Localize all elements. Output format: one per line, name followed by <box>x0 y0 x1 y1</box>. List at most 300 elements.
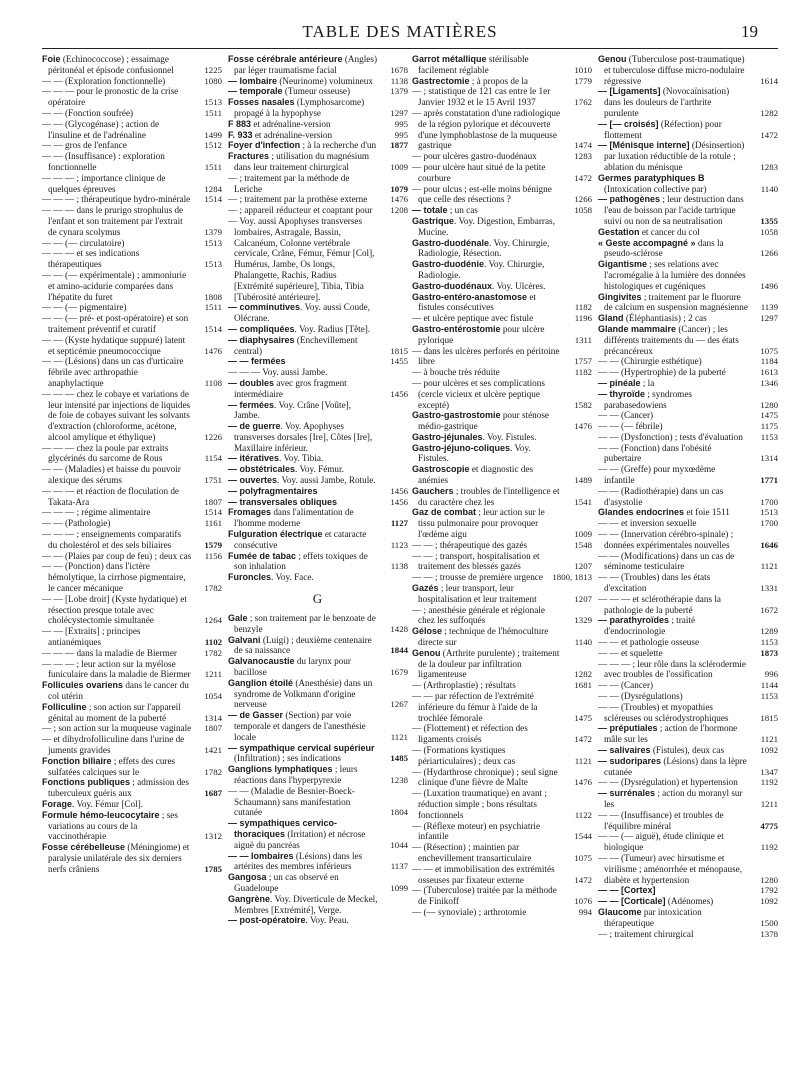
page-reference: 1472 <box>574 734 592 745</box>
index-entry-text: — — (Greffe) pour myxœdème infantile <box>598 464 716 486</box>
index-entry-text: — et ulcère peptique avec fistule <box>412 313 534 324</box>
index-keyword: Folliculine <box>42 701 87 712</box>
index-entry-text: — sympathique cervical supérieur (Infiltration) ; ses indications <box>228 742 375 764</box>
index-entry <box>598 680 778 691</box>
index-entry-text: — parathyroïdes ; traité d'endocrinologie <box>598 615 696 637</box>
index-keyword: — obstétricales <box>228 464 296 475</box>
index-entry-text: Gauchers ; troubles de l'intelligence et du caractère chez les <box>412 485 560 507</box>
index-entry <box>42 551 222 562</box>
index-entry <box>228 572 408 583</box>
index-entry-text: — compliquées. Voy. Radius [Tête]. <box>228 323 371 334</box>
page-reference: 1873 <box>760 647 778 658</box>
index-entry-text: — ; appareil réducteur et coaptant pour <box>228 205 373 216</box>
page-reference: 1311 <box>574 334 592 345</box>
index-keyword: Gastrique <box>412 215 455 226</box>
page-reference: 1428 <box>390 623 408 634</box>
page-reference: 1144 <box>760 680 778 691</box>
index-keyword: — — lombaires <box>228 850 294 861</box>
page-reference: 1054 <box>204 691 222 702</box>
index-entry <box>598 551 778 573</box>
page-reference: 1153 <box>760 431 778 442</box>
index-keyword: — comminutives <box>228 302 301 313</box>
page-reference: 1762 <box>574 97 592 108</box>
index-entry-text: Gale ; son traitement par le benzoate de benzyle <box>228 613 376 634</box>
index-entry <box>598 389 778 411</box>
index-entry-text: Fumée de tabac ; effets toxiques de son inhalation <box>228 550 368 572</box>
page-reference: 1475 <box>760 410 778 421</box>
index-keyword: — sympathiques cervico-thoraciques <box>228 818 338 839</box>
index-entry-text: — — [Extraits] ; principes antianémiques <box>42 626 141 648</box>
index-entry <box>598 572 778 594</box>
index-entry-text: — ; son action sur la muqueuse vaginale <box>42 723 192 734</box>
index-entry-text: — — (Tumeur) avec hirsutisme et virilisme ; aménorrhée et ménopause, diabète et hypertension <box>598 852 743 885</box>
index-entry <box>412 443 592 465</box>
page-reference: 1513 <box>204 259 222 270</box>
page-reference: 1264 <box>204 615 222 626</box>
index-entry-text: Gastrique. Voy. Digestion, Embarras, Mucine. <box>412 215 555 237</box>
page-reference: 1379 <box>390 86 408 97</box>
index-entry <box>412 216 592 238</box>
page-reference: 1207 <box>574 593 592 604</box>
index-entry <box>412 864 592 886</box>
page-reference: 1347 <box>760 766 778 777</box>
index-keyword: Furoncles <box>228 572 272 583</box>
page-reference: 1785 <box>204 863 222 874</box>
index-keyword: Fosses nasales <box>228 97 295 108</box>
page-reference: 1421 <box>204 745 222 755</box>
index-entry-text: — — (Exploration fonctionnelle) <box>42 75 166 86</box>
index-entry <box>412 464 592 486</box>
page-reference: 1138 <box>390 561 408 572</box>
page-reference: 1687 <box>204 788 222 799</box>
index-keyword: — de guerre <box>228 421 281 432</box>
page-reference: 1512 <box>204 140 222 151</box>
index-entry-text: — — ; thérapeutique des gazés <box>412 539 528 550</box>
index-keyword: Gangrène <box>228 893 271 904</box>
index-entry <box>598 443 778 465</box>
page-reference: 1226 <box>204 431 222 442</box>
page-reference: 1513 <box>204 97 222 108</box>
index-entry-text: — — (Pathologie) <box>42 518 111 529</box>
page-reference: 1192 <box>760 777 778 788</box>
index-keyword: Galvanocaustie <box>228 656 295 667</box>
page-reference: 994 <box>578 906 592 917</box>
index-entry <box>598 194 778 226</box>
page-reference: 1297 <box>390 107 408 118</box>
page-reference: 1807 <box>204 723 222 734</box>
index-entry-text: — — (Troubles) et myopathies scléreuses ou sclérodystrophiques <box>598 701 729 723</box>
index-keyword: — pathogènes <box>598 194 661 205</box>
index-keyword: Gazés <box>412 583 439 594</box>
page-reference: 1499 <box>204 129 222 140</box>
index-keyword: — temporale <box>228 86 283 97</box>
page-reference: 1192 <box>760 842 778 853</box>
page-reference: 1075 <box>574 852 592 863</box>
index-entry <box>228 324 408 335</box>
index-entry-text: — pour ulcères gastro-duodénaux <box>412 151 537 162</box>
page-reference: 1751 <box>204 475 222 486</box>
page-reference: 1800, 1813 <box>552 572 592 583</box>
page-reference: 1513 <box>760 507 778 518</box>
index-entry <box>42 561 222 593</box>
index-keyword: Fonction biliaire <box>42 755 112 766</box>
index-entry <box>598 691 778 702</box>
index-keyword: — itératives <box>228 453 280 464</box>
index-entry <box>412 324 592 346</box>
index-entry-text: Gastroscopie et diagnostic des anémies <box>412 464 534 486</box>
page-reference: 1579 <box>204 539 222 550</box>
index-entry-text: — itératives. Voy. Tibia. <box>228 453 324 464</box>
index-keyword: — parathyroïdes <box>598 615 670 626</box>
index-entry <box>228 678 408 710</box>
index-entry-text: Garrot métallique stérilisable facilement réglable <box>412 54 529 75</box>
index-entry <box>228 497 408 508</box>
page-reference: 1513 <box>204 237 222 248</box>
page-reference: 1541 <box>574 496 592 507</box>
page-reference: 1225 <box>204 64 222 75</box>
index-entry-text: Fosse cérébelleuse (Méningiome) et paralysie unilatérale des six derniers nerfs crâniens <box>42 842 190 874</box>
index-keyword: Follicules ovariens <box>42 680 124 691</box>
page-reference: 1476 <box>390 194 408 205</box>
index-entry-text: Galvanocaustie du larynx pour bacillose <box>228 656 351 678</box>
index-entry-text: — [Ligaments] (Novocaïnisation) dans les douleurs de l'arthrite purulente <box>598 86 730 118</box>
index-keyword: Genou <box>598 54 627 64</box>
page-reference: 1108 <box>204 377 222 388</box>
index-entry <box>412 292 592 314</box>
index-entry-text: — salivaires (Fistules), deux cas <box>598 745 725 755</box>
index-keyword: Ganglion étoilé <box>228 677 294 688</box>
page-reference: 1121 <box>574 755 592 766</box>
index-entry-text <box>598 885 656 895</box>
index-entry-text: Gastro-jéjunales. Voy. Fistules. <box>412 431 537 442</box>
index-entry-text <box>228 356 286 366</box>
index-entry <box>228 635 408 657</box>
index-entry-text: — [— croisés] (Réfection) pour flottement <box>598 118 722 140</box>
index-entry-text: — — (Insuffisance) : exploration fonctionnelle <box>42 151 165 172</box>
page-reference: 1346 <box>760 377 778 388</box>
page-reference: 1283 <box>574 151 592 162</box>
page-reference: 1153 <box>760 637 778 648</box>
index-keyword: Gingivites <box>598 291 642 302</box>
index-entry <box>42 680 222 702</box>
page-reference: 1379 <box>204 226 222 237</box>
index-entry-text: — fermées. Voy. Crâne [Voûte], Jambe. <box>228 399 352 421</box>
index-keyword: Gélose <box>412 626 443 637</box>
index-entry <box>598 324 778 356</box>
index-entry <box>42 54 222 76</box>
page-reference: 1475 <box>574 712 592 723</box>
index-entry <box>228 86 408 97</box>
index-entry <box>412 605 592 627</box>
index-entry-text: — post-opératoire. Voy. Peau. <box>228 915 349 926</box>
index-keyword: — fermées <box>228 399 275 410</box>
page-reference: 1514 <box>204 323 222 334</box>
page-reference: 1757 <box>574 356 592 367</box>
index-entry-text: Fromages dans l'alimentation de l'homme moderne <box>228 507 354 529</box>
index-entry <box>598 173 778 195</box>
index-entry-text: — — (Plaies par coup de feu) ; deux cas <box>42 550 192 561</box>
page-reference: 1044 <box>390 839 408 850</box>
index-entry <box>42 389 222 443</box>
page-reference: 1782 <box>204 766 222 777</box>
page-reference: 1211 <box>204 669 222 680</box>
index-entry-text: — — par réfection de l'extrémité inférieure du fémur à l'aide de la trochlée fémorale <box>412 691 538 723</box>
index-entry-text: Germes paratyphiques B (Intoxication collective par) <box>598 172 707 194</box>
index-entry <box>42 205 222 237</box>
page-reference: 1808 <box>204 291 222 302</box>
page-reference: 1196 <box>574 313 592 324</box>
index-entry <box>228 76 408 87</box>
index-entry-text: Follicules ovariens dans le cancer du col utérin <box>42 680 189 702</box>
index-entry-text: Gigantisme ; ses relations avec l'acromégalie à la lumière des données histologiques et cugéniques <box>598 259 746 291</box>
index-keyword: Fulguration électrique <box>228 529 323 540</box>
page-reference: 1511 <box>204 161 222 172</box>
index-entry-text: — pour ulcère haut situé de la petite courbure <box>412 161 546 183</box>
index-entry <box>412 432 592 443</box>
index-entry-text: — ; traitement chirurgical <box>598 928 694 939</box>
index-entry-text: Gélose ; technique de l'hémoculture directe sur <box>412 626 549 648</box>
index-entry <box>412 680 592 691</box>
page-reference: 1010 <box>574 64 592 75</box>
page-reference: 1238 <box>390 775 408 785</box>
index-entry <box>598 659 778 681</box>
index-keyword: Ganglions lymphatiques <box>228 764 333 775</box>
index-entry <box>412 767 592 789</box>
index-entry-text: — — (Ponction) dans l'ictère hémolytique, la cirrhose pigmentaire, le cancer mécanique <box>42 561 186 594</box>
index-entry <box>228 356 408 367</box>
index-entry <box>412 410 592 432</box>
page-reference: 4775 <box>760 820 778 831</box>
index-entry <box>412 821 592 843</box>
index-entry <box>42 443 222 465</box>
index-entry <box>412 184 592 206</box>
page-reference: 1792 <box>760 885 778 896</box>
index-entry <box>228 130 408 141</box>
index-entry <box>228 915 408 926</box>
index-entry-text: — de guerre. Voy. Apophyses transverses dorsales [Ire], Côtes [Ire], Maxillaire inférieur. <box>228 421 373 453</box>
page-reference: 1208 <box>390 205 408 216</box>
page-reference: 1782 <box>204 647 222 658</box>
index-entry-text: — surrénales ; action du moranyl sur les <box>598 788 743 809</box>
page-reference: 996 <box>764 669 778 680</box>
page-reference: 995 <box>394 118 408 129</box>
index-entry-text: Ganglions lymphatiques ; leurs réactions dans l'hyperpyrexie <box>228 764 358 785</box>
page-reference: 1009 <box>574 529 592 540</box>
index-entry-text: Gazés ; leur transport, leur hospitalisation et leur traitement <box>412 583 537 604</box>
page-reference: 1514 <box>204 507 222 518</box>
index-entry-text: — — [Corticale] (Adénomes) <box>598 896 714 907</box>
page-reference: 1485 <box>390 753 408 764</box>
index-keyword: Gigantisme <box>598 259 648 270</box>
index-entry <box>228 851 408 873</box>
page-reference: 1076 <box>574 896 592 907</box>
page-reference: 1681 <box>574 680 592 691</box>
page-reference: 1678 <box>390 64 408 75</box>
index-keyword: Gastro-entérostomie <box>412 323 501 334</box>
index-entry-text: — — (Innervation cérébro-spinale) ; données expérimentales nouvelles <box>598 529 734 550</box>
index-entry-text: — pour ulcères et ses complications (cercle vicieux et ulcère peptique excepté) <box>412 377 545 410</box>
page-reference: 1123 <box>390 539 408 550</box>
index-keyword: — [Ligaments] <box>598 86 661 97</box>
page-reference: 1280 <box>760 399 778 410</box>
page-reference: 1646 <box>760 539 778 550</box>
index-keyword: Glandes endocrines <box>598 507 685 518</box>
index-entry <box>228 194 408 205</box>
index-entry <box>228 97 408 119</box>
index-entry-text: — — (Hypertrophie) de la puberté <box>598 367 726 378</box>
index-entry-text: Gastro-duodénie. Voy. Chirurgie, Radiologie. <box>412 259 545 280</box>
index-entry-text: — — (Cancer) <box>598 680 654 691</box>
index-entry <box>42 842 222 874</box>
index-entry-text: — — et squelette <box>598 647 663 658</box>
index-entry-text: — — (Maladies) et baisse du pouvoir alexique des sérums <box>42 464 181 486</box>
index-entry <box>598 238 778 260</box>
page-reference: 1476 <box>574 777 592 788</box>
index-entry-text: Gastro-duodénaux. Voy. Ulcères. <box>412 280 546 291</box>
index-entry-text: — — — Voy. aussi Jambe. <box>228 367 328 378</box>
page-reference: 1207 <box>574 561 592 572</box>
index-entry <box>228 507 408 529</box>
index-entry-text: — — (— fébrile) <box>598 421 663 432</box>
index-entry <box>42 518 222 529</box>
index-entry <box>412 346 592 368</box>
index-entry-text: — — (Fonction) dans l'obésité pubertaire <box>598 442 712 464</box>
index-entry <box>598 907 778 929</box>
index-keyword: Forage <box>42 798 73 809</box>
index-entry <box>598 777 778 788</box>
index-entry <box>598 119 778 141</box>
index-entry-text: Gastrectomie ; à propos de la <box>412 75 528 86</box>
page-reference: 1182 <box>574 367 592 378</box>
index-entry-text: — après constatation d'une radiologique de la région pylorique et découverte d'une lymphoblastose de la muqueuse gastrique <box>412 107 561 151</box>
index-entry-text: — — — chez le cobaye et variations de leur intensité par injections de liquides de foie de cobayes suivant les solvants d'extraction (chloroforme, acétone, alcool amylique et éthylique) <box>42 388 191 442</box>
index-entry <box>412 507 592 539</box>
index-keyword: Gastro-duodénaux <box>412 280 493 291</box>
page-reference: 1500 <box>760 917 778 928</box>
index-entry <box>42 486 222 508</box>
index-entry-text: Gangrène. Voy. Diverticule de Meckel, Membres [Extrémité], Verge. <box>228 893 378 915</box>
index-entry-text: Glaucome par intoxication thérapeutique <box>598 906 702 928</box>
index-entry <box>598 723 778 745</box>
page-reference: 1511 <box>204 107 222 118</box>
page-reference: 1140 <box>574 637 592 648</box>
index-entry-text: Glande mammaire (Cancer) ; les différents traitements du — des états précancéreux <box>598 323 739 356</box>
index-entry <box>228 216 408 302</box>
page-reference: 1329 <box>574 615 592 626</box>
index-entry-text: Gastro-entérostomie pour ulcère pylorique <box>412 323 545 345</box>
index-entry <box>412 281 592 292</box>
page-reference: 1700 <box>760 518 778 529</box>
index-entry-text: — (Formations kystiques périarticulaires) ; deux cas <box>412 745 516 766</box>
index-entry <box>598 518 778 529</box>
index-keyword: Gastro-duodénie <box>412 259 485 270</box>
page-reference: 1175 <box>760 421 778 432</box>
index-keyword: Gaz de combat <box>412 507 477 518</box>
index-entry-text: Genou (Arthrite purulente) ; traitement de la douleur par infiltration ligamenteuse <box>412 647 560 680</box>
index-entry <box>412 76 592 87</box>
index-entry <box>42 734 222 756</box>
page-reference: 1613 <box>760 367 778 378</box>
page-reference: 1815 <box>760 712 778 723</box>
index-entry-text: — — (— circulatoire) <box>42 237 125 248</box>
index-keyword: Gastro-entéro-anastomose <box>412 291 528 302</box>
index-keyword: — [— croisés] <box>598 118 659 129</box>
index-entry-text: F 883 et adrénaline-version <box>228 118 331 129</box>
header-rule <box>42 48 778 49</box>
index-entry <box>228 486 408 497</box>
index-entry <box>228 367 408 378</box>
index-entry <box>228 710 408 742</box>
index-entry-text: — — et inversion sexuelle <box>598 518 697 529</box>
index-entry <box>598 885 778 896</box>
index-entry <box>42 108 222 119</box>
index-keyword: Fromages <box>228 507 272 518</box>
page-reference: 1672 <box>760 604 778 615</box>
index-entry-text: — thyroïde ; syndromes parabasedowiens <box>598 388 692 410</box>
page-reference: 1679 <box>390 667 408 678</box>
index-entry <box>42 119 222 141</box>
page-reference: 1314 <box>204 712 222 723</box>
index-keyword: Fonctions publiques <box>42 777 130 788</box>
page-reference: 1548 <box>574 539 592 550</box>
index-entry-text: — — (Fonction soufrée) <box>42 107 134 118</box>
index-keyword: — lombaire <box>228 75 278 86</box>
index-entry <box>42 194 222 205</box>
index-entry <box>228 529 408 551</box>
index-entry-text: Gaz de combat ; leur action sur le tissu pulmonaire pour provoquer l'œdème aigu <box>412 507 545 540</box>
index-entry <box>412 378 592 410</box>
index-entry <box>598 810 778 832</box>
index-entry <box>42 464 222 486</box>
page-reference: 1582 <box>574 399 592 410</box>
index-entry-text: Genou (Tuberculose post-traumatique) et tuberculose diffuse micro-nodulaire régressive <box>598 54 745 86</box>
index-keyword: — préputiales <box>598 723 658 734</box>
index-entry <box>412 540 592 551</box>
index-entry-text: Galvani (Luigi) ; deuxième centenaire de sa naissance <box>228 634 372 656</box>
index-entry-text: Forage. Voy. Fémur [Col]. <box>42 798 144 809</box>
index-entry <box>412 691 592 723</box>
index-entry-text: Fonction biliaire ; effets des cures sulfatées calciques sur le <box>42 755 176 777</box>
index-keyword: — sudoripares <box>598 755 662 766</box>
index-keyword: Germes paratyphiques B <box>598 172 705 183</box>
page-reference: 1153 <box>760 691 778 702</box>
index-entry <box>598 292 778 314</box>
index-entry <box>42 76 222 87</box>
index-entry-text: F. 933 et adrénaline-version <box>228 129 333 140</box>
index-entry <box>598 831 778 853</box>
index-entry-text: — — (— pré- et post-opératoire) et son traitement préventif et curatif <box>42 313 189 334</box>
index-entry <box>42 270 222 302</box>
index-column-4 <box>598 54 778 1074</box>
index-keyword: Foie <box>42 54 61 64</box>
index-entry-text: — — [Lobe droit] (Kyste hydatique) et résection presque totale avec cholécystectomie simultanée <box>42 593 187 626</box>
index-entry <box>42 173 222 195</box>
index-entry <box>42 594 222 626</box>
index-entry-text: Gangosa ; un cas observé en Guadeloupe <box>228 872 339 893</box>
index-entry-text: — — (Dysrégulations) <box>598 691 683 702</box>
index-entry-text: — — — ; leur action sur la myélose funiculaire dans la maladie de Biermer <box>42 658 191 680</box>
page-reference: 1184 <box>760 356 778 367</box>
index-entry-text: — — (Modifications) dans un cas de séminome testiculaire <box>598 550 735 572</box>
index-entry-text: — obstétricales. Voy. Fémur. <box>228 464 344 475</box>
page-reference: 995 <box>394 129 408 140</box>
index-entry-text: — — — et sclérothérapie dans la pathologie de la puberté <box>598 593 721 615</box>
index-entry-text: — pour ulcus ; est-elle moins bénigne que celle des résections ? <box>412 183 552 205</box>
index-keyword: — de Gasser <box>228 710 284 721</box>
index-entry-text: — à bouche très réduite <box>412 367 500 378</box>
page-reference: 1489 <box>574 475 592 486</box>
page-reference: 1138 <box>390 75 408 86</box>
